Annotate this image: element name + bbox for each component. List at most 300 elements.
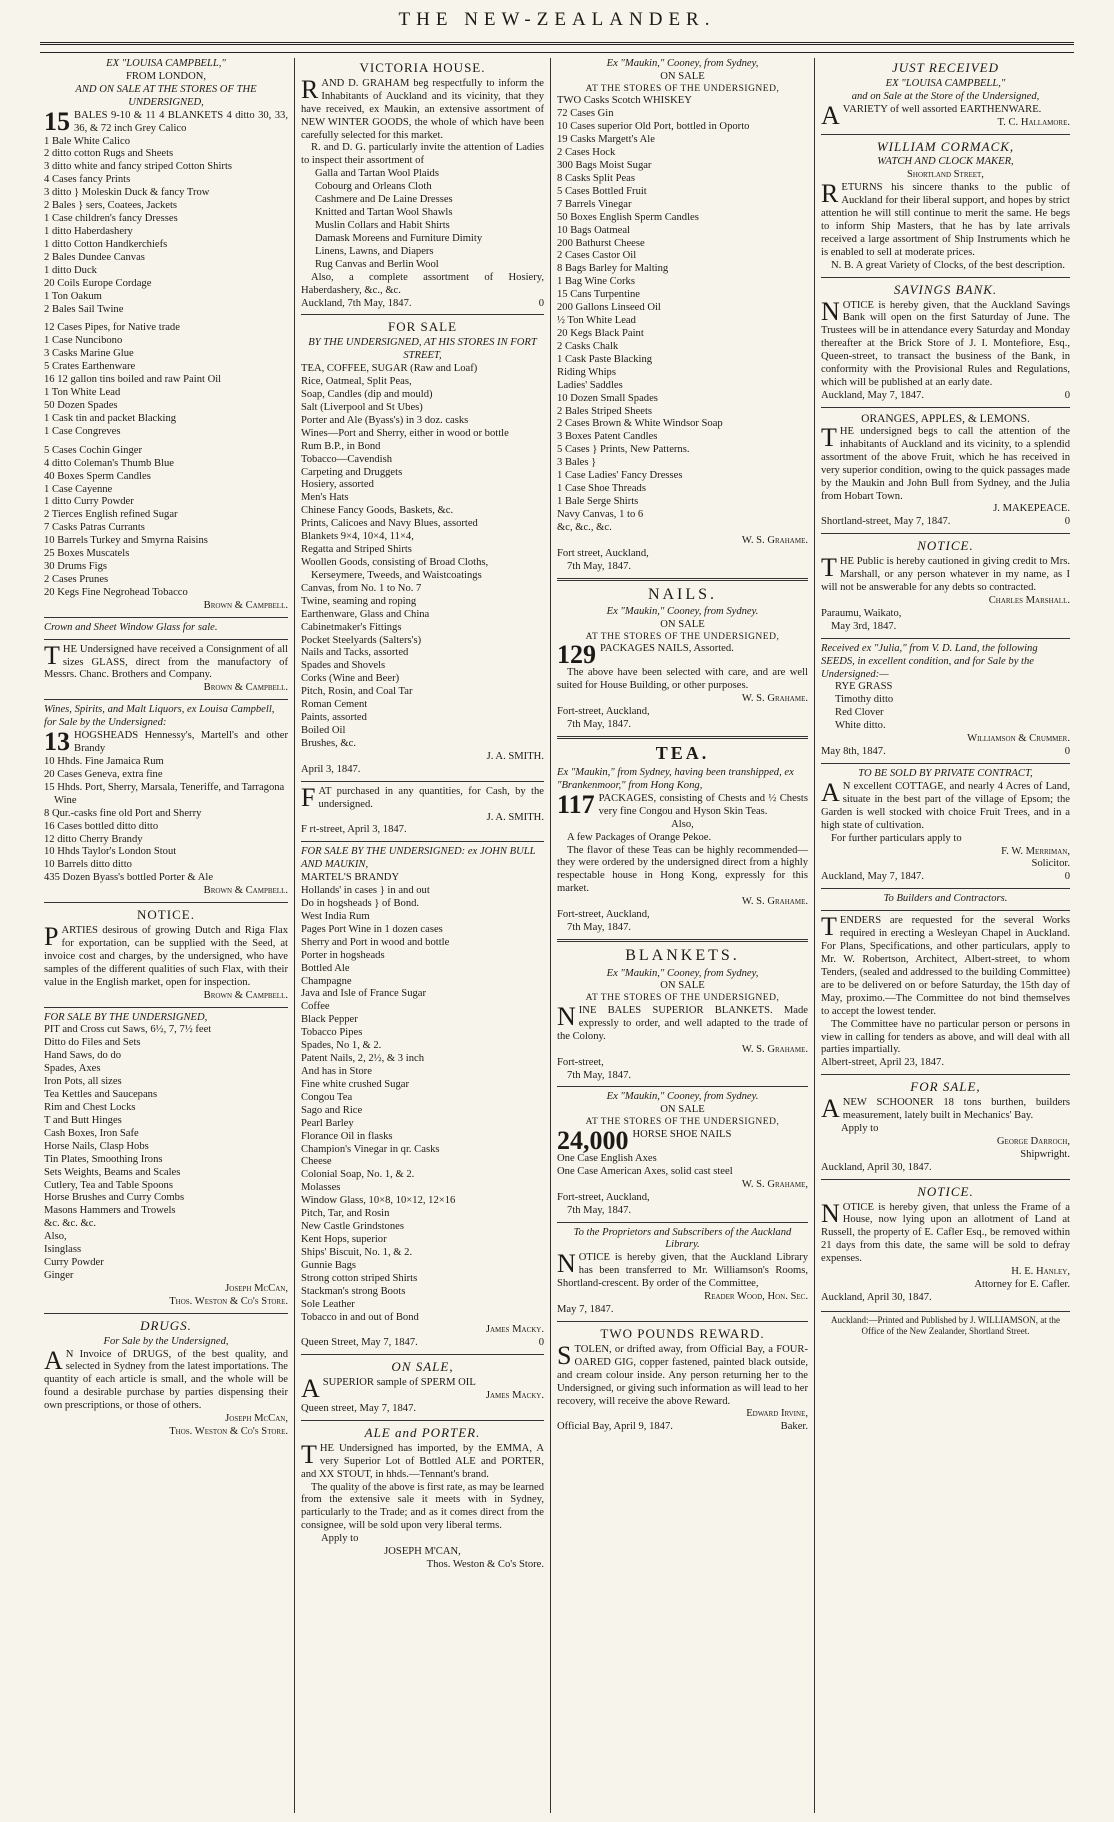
ad-wines-spirits [44, 704, 288, 898]
ad-signature: Joseph McCan, [225, 1282, 288, 1294]
ad-heading: NOTICE. [137, 907, 195, 923]
ad-signature: W. S. Grahame. [741, 896, 808, 908]
list-item: Champagne [301, 975, 352, 987]
list-item: New Castle Grindstones [301, 1221, 404, 1233]
list-item: 2 Bales Striped Sheets [557, 405, 653, 417]
ad-date: Paraumu, Waikato, [821, 607, 902, 619]
list-item: 2 Cases Castor Oil [557, 250, 637, 262]
lead-number: 24,000 [557, 1125, 629, 1155]
list-item: Do in hogsheads } of Bond. [301, 898, 420, 910]
ad-subheading: AT THE STORES OF THE UNDERSIGNED, [585, 83, 780, 94]
ad-mark: 0 [1064, 390, 1070, 402]
list-item: Hand Saws, do do [44, 1050, 122, 1062]
ad-date: 7th May, 1847. [567, 1204, 632, 1216]
list-item: Pearl Barley [301, 1117, 354, 1129]
dropcap: N [821, 1198, 840, 1228]
ad-date: Queen Street, May 7, 1847. [301, 1337, 418, 1349]
ad-subheading: and on Sale at the Store of the Undersigned, [851, 90, 1040, 102]
list-item: Earthenware, Glass and China [301, 608, 430, 620]
list-item: 1 Case Shoe Threads [557, 483, 646, 495]
list-item: 5 Cases Bottled Fruit [557, 185, 647, 197]
ad-signature: J. A. SMITH. [486, 750, 544, 762]
list-item: Horse Nails, Clasp Hobs [44, 1140, 149, 1152]
ad-date: Albert-street, April 23, 1847. [821, 1057, 944, 1069]
ad-mark: 0 [538, 1337, 544, 1349]
list-item: 50 Dozen Spades [44, 399, 118, 411]
list-item: Rice, Oatmeal, Split Peas, [301, 376, 412, 388]
list-item: 1 Ton White Lead [44, 387, 121, 399]
list-item: Cobourg and Orleans Cloth [315, 181, 432, 193]
list-item: Timothy ditto [835, 694, 894, 706]
ad-heading: JUST RECEIVED [892, 60, 999, 75]
list-item: 1 Bale White Calico [44, 135, 131, 147]
lead-text: PACKAGES NAILS, Assorted. [600, 643, 734, 655]
list-item: Sole Leather [301, 1298, 355, 1310]
ad-date: F rt-street, April 3, 1847. [301, 824, 407, 836]
list-item: Pages Port Wine in 1 dozen cases [301, 923, 443, 935]
ad-sperm-oil [301, 1359, 544, 1416]
list-item: Nails and Tacks, assorted [301, 647, 409, 659]
list-item: 1 Case Congreves [44, 425, 121, 437]
ad-heading: To Builders and Contractors. [883, 893, 1008, 905]
ad-hardware [44, 1012, 288, 1309]
ad-signature: Brown & Campbell. [203, 989, 288, 1001]
ad-date: 7th May, 1847. [567, 1069, 632, 1081]
list-item: &c. &c. &c. [44, 1218, 97, 1230]
ad-signature: W. S. Grahame. [741, 693, 808, 705]
ad-text: HE Undersigned has imported, by the EMMA, A very Superior Lot of Bottled ALE and PORTER, and XX STOUT, in hhds.—Tennant's brand. [301, 1442, 544, 1480]
ad-text: OTICE is hereby given, that the Auckland Savings Bank will open on the first Saturday of June. The Trustees will be in attendance every Saturday and Monday thereafter at the Brick Store of J. I. Montefiore, Esq., Queen-street, to transact the business of the Bank, in conformity with the Provisional Rules and Regulations, which will be published at an early date. [821, 299, 1070, 389]
ad-private-contract [821, 768, 1070, 884]
ad-savings-bank [821, 282, 1070, 403]
ad-heading: DRUGS. [140, 1317, 192, 1333]
ad-subheading: AT THE STORES OF THE UNDERSIGNED, [585, 1117, 780, 1128]
ad-text: OTICE is hereby given, that the Auckland Library has been transferred to Mr. Williamson's Rooms, Shortland-crescent. By order of the Committee, [557, 1252, 808, 1290]
ad-text: NEW SCHOONER 18 tons burthen, builders measurement, lately built in Mechanics' Bay. [842, 1097, 1070, 1122]
ad-subheading: ON SALE [660, 70, 705, 82]
list-item: Regatta and Striped Shirts [301, 544, 412, 556]
ad-heading: TWO POUNDS REWARD. [600, 1325, 765, 1341]
ad-date: Shortland-street, May 7, 1847. [821, 516, 951, 528]
dropcap: T [821, 912, 837, 942]
ad-signature: Joseph McCan, [225, 1413, 288, 1425]
list-item: 4 Cases fancy Prints [44, 174, 131, 186]
ad-text: HE Undersigned have received a Consignment of all sizes GLASS, direct from the manufactory of Messrs. Chanc. Brothers and Company. [44, 643, 288, 681]
list-item: Linens, Lawns, and Diapers [315, 245, 434, 257]
ad-date: Fort-street, Auckland, [557, 706, 650, 718]
masthead-rule-thin [40, 52, 1074, 53]
list-item: &c, &c., &c. [557, 521, 612, 533]
lead-text: PACKAGES, consisting of Chests and ½ Chests very fine Congou and Hyson Skin Teas. [598, 792, 808, 817]
lead-number: 15 [44, 106, 70, 136]
dropcap: N [557, 1001, 576, 1031]
list-item: 72 Cases Gin [557, 108, 614, 120]
ad-subheading: Ex "Maukin," from Sydney, having been transhipped, ex "Brankenmoor," from Hong Kong, [557, 767, 794, 791]
ad-signature: Charles Marshall. [988, 594, 1070, 606]
lead-number: 129 [557, 640, 596, 670]
list-item: Galla and Tartan Wool Plaids [315, 168, 439, 180]
list-item: 15 Cans Turpentine [557, 289, 640, 301]
ad-text: Also, a complete assortment of Hosiery, Haberdashery, &c., &c. [301, 271, 544, 296]
list-item: Red Clover [835, 707, 884, 719]
list-item: 3 Bales } [557, 457, 597, 469]
list-item: 5 Cases Cochin Ginger [44, 444, 142, 456]
ad-date: Auckland, April 30, 1847. [821, 1161, 932, 1173]
ad-heading: Received ex "Julia," from V. D. Land, the following SEEDS, in excellent condition, and for Sale by the Undersigned:— [821, 642, 1038, 680]
ad-signature: Brown & Campbell. [203, 599, 288, 611]
list-item: Corks (Wine and Beer) [301, 673, 400, 685]
list-item: Ships' Biscuit, No. 1, & 2. [301, 1246, 413, 1258]
ad-flax-notice [44, 907, 288, 1002]
lead-text: HORSE SHOE NAILS [632, 1128, 732, 1140]
list-item: Tin Plates, Smoothing Irons [44, 1153, 163, 1165]
goods-list [301, 168, 544, 271]
list-item: 20 Cases Geneva, extra fine [44, 768, 163, 780]
list-item: Bottled Ale [301, 962, 350, 974]
ad-text: Apply to [841, 1123, 879, 1134]
list-item: 1 Cask Paste Blacking [557, 353, 653, 365]
list-item: And has in Store [301, 1066, 372, 1078]
ad-louisa-campbell [44, 58, 288, 613]
ad-signature: Attorney for E. Cafler. [974, 1279, 1070, 1291]
ad-date: 7th May, 1847. [567, 560, 632, 572]
ad-signature: T. C. Hallamore. [997, 116, 1070, 128]
list-item: 20 Kegs Black Paint [557, 328, 644, 340]
list-item: Porter and Ale (Byass's) in 3 doz. casks [301, 414, 469, 426]
dropcap: T [821, 422, 837, 452]
list-item: Also, [44, 1231, 67, 1243]
ad-horse-shoe-nails [557, 1091, 808, 1217]
dropcap: S [557, 1340, 572, 1370]
dropcap: N [821, 296, 840, 326]
ad-heading: ALE and PORTER. [364, 1424, 481, 1440]
list-item: 10 Hhds. Fine Jamaica Rum [44, 756, 164, 768]
ad-victoria-house [301, 60, 544, 310]
list-item: ½ Ton White Lead [557, 315, 636, 327]
ad-heading: To the Proprietors and Subscribers of the Auckland Library. [573, 1226, 792, 1251]
list-item: Coffee [301, 1001, 330, 1013]
ad-william-cormack [821, 139, 1070, 273]
list-item: 12 Cases Pipes, for Native trade [44, 322, 180, 334]
goods-list [44, 1024, 288, 1282]
list-item: 12 ditto Cherry Brandy [44, 833, 143, 845]
ad-date: Auckland, April 30, 1847. [821, 1292, 932, 1303]
list-item: Roman Cement [301, 699, 368, 711]
ad-signature: Williamson & Crummer. [967, 733, 1070, 745]
list-item: Spades, Axes [44, 1063, 101, 1075]
list-item: MARTEL'S BRANDY [301, 872, 400, 884]
goods-list [301, 872, 544, 1324]
masthead-rule [40, 42, 1074, 45]
list-item: 2 Bales } sers, Coatees, Jackets [44, 200, 178, 212]
list-item: 2 Bales Sail Twine [44, 303, 124, 315]
ad-signature: James Macky. [485, 1324, 544, 1336]
list-item: Black Pepper [301, 1014, 358, 1026]
list-item: 1 Case Ladies' Fancy Dresses [557, 470, 683, 482]
ad-signature: W. S. Grahame. [741, 1043, 808, 1055]
ad-subheading: FROM LONDON, [125, 70, 207, 82]
list-item: Champion's Vinegar in qr. Casks [301, 1143, 440, 1155]
list-item: 5 Cases } Prints, New Patterns. [557, 444, 690, 456]
list-item: Strong cotton striped Shirts [301, 1272, 418, 1284]
goods-list [557, 1153, 808, 1179]
ad-blankets [557, 946, 808, 1082]
list-item: Sets Weights, Beams and Scales [44, 1166, 181, 1178]
list-item: Tea Kettles and Saucepans [44, 1089, 158, 1101]
list-item: Gunnie Bags [301, 1259, 357, 1271]
list-item: 1 Case Nuncibono [44, 335, 123, 347]
list-item: Masons Hammers and Trowels [44, 1205, 176, 1217]
list-item: Navy Canvas, 1 to 6 [557, 508, 644, 520]
ad-heading: NAILS. [647, 585, 718, 603]
list-item: 2 Cases Prunes [44, 573, 109, 585]
goods-list [44, 322, 288, 438]
list-item: Brushes, &c. [301, 737, 357, 749]
ad-heading: BLANKETS. [625, 947, 740, 965]
list-item: 2 Bales Dundee Canvas [44, 251, 145, 263]
ad-seeds [821, 643, 1070, 759]
list-item: 1 Bale Serge Shirts [557, 496, 639, 507]
ad-date: May 7, 1847. [557, 1304, 614, 1316]
list-item: Fine white crushed Sugar [301, 1078, 409, 1090]
dropcap: P [44, 922, 59, 952]
list-item: Wines—Port and Sherry, either in wood or bottle [301, 427, 509, 439]
ad-subheading: AT THE STORES OF THE UNDERSIGNED, [585, 631, 780, 642]
ad-text: For further particulars apply to [831, 832, 962, 844]
ad-text: TOLEN, or drifted away, from Official Bay, a FOUR-OARED GIG, copper fastened, painted black outside, and cream colour inside. Any person returning her to the Undersigned, or giving such information as will lead to her recovery, will receive the above Reward. [557, 1343, 808, 1407]
list-item: Rim and Chest Locks [44, 1102, 136, 1113]
list-item: 8 Qur.-casks fine old Port and Sherry [44, 807, 202, 819]
list-item: Horse Brushes and Curry Combs [44, 1192, 185, 1204]
list-item: Spades and Shovels [301, 660, 386, 672]
ad-text: Apply to [321, 1533, 359, 1545]
list-item: 1 Cask tin and packet Blacking [44, 412, 177, 424]
list-item: Pitch, Tar, and Rosin [301, 1208, 390, 1220]
ad-drugs [44, 1318, 288, 1439]
list-item: 8 Bags Barley for Malting [557, 263, 669, 275]
ad-maukin-stores [557, 58, 808, 574]
list-item: Pitch, Rosin, and Coal Tar [301, 686, 413, 698]
lead-text: HOGSHEADS Hennessy's, Martell's and other Brandy [74, 730, 288, 755]
list-item: 16 12 gallon tins boiled and raw Paint Oil [44, 374, 222, 386]
dropcap: T [44, 640, 60, 670]
column-3 [550, 58, 814, 1813]
ad-brandy-goods [301, 846, 544, 1350]
ad-mark: 0 [538, 297, 544, 309]
ad-text: N Invoice of DRUGS, of the best quality, and selected in Sydney from the latest importations. The quantity of each article is small, and the whole will be found a desirable purchase by parties dispensing their own prescriptions, or those of others. [44, 1348, 288, 1412]
list-item: Hosiery, assorted [301, 479, 374, 491]
ad-text: AND D. GRAHAM beg respectfully to inform the Inhabitants of Auckland and its vicinity, that they have received, ex Maukin, an extensive assortment of NEW WINTER GOODS, the whole of which have been carefully selected for this market. [301, 77, 544, 141]
ad-reward [557, 1326, 808, 1434]
ad-signature: Brown & Campbell. [203, 885, 288, 897]
dropcap: A [44, 1345, 63, 1375]
ad-text: N excellent COTTAGE, and nearly 4 Acres of Land, situate in the best part of the village of Epsom; the Garden is well stocked with choice Fruit Trees, and in a high state of cultivation. [821, 780, 1070, 831]
list-item: 15 Hhds. Port, Sherry, Marsala, Teneriffe, and Tarragona Wine [44, 781, 285, 806]
goods-list [557, 95, 808, 534]
list-item: 10 Cases superior Old Port, bottled in Oporto [557, 121, 750, 133]
list-item: Colonial Soap, No. 1, & 2. [301, 1169, 415, 1181]
goods-list [301, 363, 544, 751]
ad-signature: James Macky. [485, 1390, 544, 1402]
ad-date: 7th May, 1847. [567, 719, 632, 731]
ad-signature: Brown & Campbell. [203, 682, 288, 694]
list-item: Sago and Rice [301, 1104, 363, 1116]
list-item: Ginger [44, 1269, 74, 1281]
list-item: Canvas, from No. 1 to No. 7 [301, 582, 422, 594]
ad-text: ETURNS his sincere thanks to the public of Auckland for their liberal support, and hopes by strict attention he will still continue to merit the same. He begs to inform Ship Masters, that he has by late arrivals received a large assortment of Ship Instruments which he is enabled to sell at moderate prices. [821, 182, 1070, 258]
ad-ale-porter [301, 1425, 544, 1572]
list-item: One Case English Axes [557, 1152, 657, 1164]
ad-heading: ON SALE, [391, 1359, 454, 1375]
ad-date: Fort-street, [557, 1056, 604, 1068]
ad-heading: SAVINGS BANK. [893, 281, 998, 297]
ad-signature: W. S. Grahame. [741, 534, 808, 546]
ad-date: Queen street, May 7, 1847. [301, 1403, 417, 1414]
list-item: Chinese Fancy Goods, Baskets, &c. [301, 505, 454, 517]
column-2 [294, 58, 550, 1813]
list-item: 3 ditto white and fancy striped Cotton Shirts [44, 161, 233, 173]
dropcap: A [821, 1094, 840, 1124]
list-item: 10 Barrels ditto ditto [44, 859, 132, 871]
ad-text: OTICE is hereby given, that unless the Frame of a House, now lying upon an allotment of Land at Russell, the property of E. Cafler Esq., be removed within 21 days from this date, the same will be sold to defray expenses. [821, 1201, 1070, 1265]
ad-house-frame-notice [821, 1184, 1070, 1305]
ad-heading: TO BE SOLD BY PRIVATE CONTRACT, [858, 768, 1033, 780]
dropcap: A [821, 100, 840, 130]
ad-nails [557, 585, 808, 733]
column-4 [814, 58, 1076, 1813]
lead-number: 117 [557, 789, 595, 819]
list-item: 435 Dozen Byass's bottled Porter & Ale [44, 872, 214, 884]
ad-heading: NOTICE. [917, 1183, 974, 1199]
ad-date: Fort street, Auckland, [557, 547, 649, 559]
goods-list [44, 445, 288, 600]
ad-signature: Thos. Weston & Co's Store. [169, 1295, 288, 1307]
ad-heading: Ex "Maukin," Cooney, from Sydney, [606, 58, 759, 69]
list-item: 1 ditto Curry Powder [44, 496, 134, 508]
ad-heading: EX "LOUISA CAMPBELL," [106, 58, 226, 69]
list-item: 2 Tierces English refined Sugar [44, 509, 178, 521]
ad-subheading: EX "LOUISA CAMPBELL," [885, 77, 1006, 89]
list-item: Porter in hogsheads [301, 949, 385, 961]
ad-subheading: AT THE STORES OF THE UNDERSIGNED, [585, 993, 780, 1004]
ad-lead [44, 106, 288, 136]
list-item: Woollen Goods, consisting of Broad Cloths, Kerseymere, Tweeds, and Waistcoatings [301, 556, 489, 581]
ad-text: N. B. A great Variety of Clocks, of the best description. [831, 259, 1066, 271]
list-item: Soap, Candles (dip and mould) [301, 389, 433, 400]
ad-mark: 0 [1064, 516, 1070, 528]
list-item: 1 Case children's fancy Dresses [44, 213, 178, 225]
ad-text: INE BALES SUPERIOR BLANKETS. Made expressly to order, and well adapted to the trade of the Colony. [557, 1004, 808, 1042]
ad-text: R. and D. G. particularly invite the attention of Ladies to inspect their assortment of [301, 142, 544, 167]
ad-text: The flavor of these Teas can be highly recommended—they were ordered by the undersigned direct from a highly respectable house in Hong Kong, expressly for this market. [557, 844, 808, 895]
ad-subheading: BY THE UNDERSIGNED, AT HIS STORES IN FORT STREET, [308, 337, 537, 362]
list-item: Sherry and Port in wood and bottle [301, 936, 450, 948]
ad-signature: F. W. Merriman, [1001, 845, 1070, 857]
ad-signature: Shipwright. [1020, 1148, 1070, 1160]
list-item: RYE GRASS [835, 681, 893, 693]
list-item: Tobacco in and out of Bond [301, 1311, 419, 1323]
list-item: 200 Gallons Linseed Oil [557, 302, 661, 314]
list-item: Curry Powder [44, 1257, 104, 1269]
ad-earthenware [821, 60, 1070, 130]
list-item: Congou Tea [301, 1091, 353, 1103]
dropcap: R [301, 74, 319, 104]
list-item: PIT and Cross cut Saws, 6½, 7, 7½ feet [44, 1024, 212, 1036]
ad-subheading: Ex "Maukin," Cooney, from Sydney. [606, 606, 759, 618]
ad-mark: 0 [1064, 746, 1070, 758]
goods-list [44, 756, 288, 885]
list-item: Ladies' Saddles [557, 379, 623, 391]
ad-text: Also, [671, 818, 694, 830]
list-item: Muslin Collars and Habit Shirts [315, 220, 450, 231]
list-item: 300 Bags Moist Sugar [557, 160, 652, 172]
list-item: 3 Boxes Patent Candles [557, 431, 658, 443]
masthead: THE NEW-ZEALANDER. [398, 9, 716, 30]
ad-text: AT purchased in any quantities, for Cash, by the undersigned. [318, 785, 544, 810]
ad-text: SUPERIOR sample of SPERM OIL [322, 1377, 476, 1389]
list-item: 30 Drums Figs [44, 561, 107, 573]
list-item: 7 Casks Patras Currants [44, 522, 145, 534]
ad-heading: FOR SALE [387, 319, 458, 335]
ad-window-glass [44, 622, 288, 696]
ad-date: Fort-street, Auckland, [557, 1191, 650, 1203]
ad-text: The quality of the above is first rate, as may be learned from the extensive sale it meets with in Sydney, particularly to the Trade; and as it comes direct from the consignee, will be sold upon very liberal terms. [301, 1481, 544, 1532]
list-item: Prints, Calicoes and Navy Blues, assorted [301, 518, 478, 530]
ad-heading: ORANGES, APPLES, & LEMONS. [861, 412, 1030, 425]
dropcap: R [821, 179, 839, 209]
ad-subheading: ON SALE [660, 618, 705, 630]
list-item: Tobacco Pipes [301, 1027, 363, 1039]
list-item: Isinglass [44, 1244, 82, 1256]
imprint-footer: Auckland:—Printed and Published by J. WILLIAMSON, at the Office of the New Zealander, Shortland Street. [821, 1311, 1070, 1337]
ad-date: Auckland, 7th May, 1847. [301, 297, 412, 309]
list-item: 2 ditto cotton Rugs and Sheets [44, 148, 174, 160]
ad-subheading: ON SALE [660, 980, 705, 992]
list-item: Iron Pots, all sizes [44, 1076, 122, 1088]
ad-subheading: For Sale by the Undersigned, [103, 1335, 229, 1347]
list-item: 20 Coils Europe Cordage [44, 277, 152, 289]
dropcap: A [821, 777, 840, 807]
list-item: Cabinetmaker's Fittings [301, 621, 402, 633]
goods-list [821, 681, 1070, 733]
list-item: 20 Kegs Fine Negrohead Tobacco [44, 586, 188, 598]
ad-date: May 3rd, 1847. [831, 620, 897, 632]
list-item: Florance Oil in flasks [301, 1130, 393, 1142]
list-item: Cashmere and De Laine Dresses [315, 194, 453, 206]
ad-subheading: Ex "Maukin," Cooney, from Sydney, [606, 967, 759, 979]
list-item: Carpeting and Druggets [301, 466, 403, 478]
ad-text: A few Packages of Orange Pekoe. [567, 831, 712, 843]
list-item: West India Rum [301, 910, 370, 922]
ad-text: The above have been selected with care, and are well suited for House Building, or other purposes. [557, 667, 808, 692]
list-item: Rum B.P., in Bond [301, 440, 381, 452]
ad-text: ARTIES desirous of growing Dutch and Riga Flax for exportation, can be supplied with the Seed, at invoice cost and charges, by the undersigned, who have samples of the different qualities of such Flax, with their value in the English market, open for inspection. [44, 925, 288, 988]
ad-signature: Thos. Weston & Co's Store. [169, 1426, 288, 1438]
ad-heading: VICTORIA HOUSE. [359, 60, 486, 75]
list-item: Salt (Liverpool and St Ubes) [301, 401, 423, 413]
ad-signature: J. MAKEPEACE. [993, 503, 1070, 515]
list-item: Twine, seaming and roping [301, 595, 417, 607]
ad-date: Fort-street, Auckland, [557, 909, 650, 921]
list-item: Riding Whips [557, 366, 616, 378]
list-item: 2 Casks Chalk [557, 340, 619, 352]
ad-fat-purchased [301, 782, 544, 838]
list-item: 16 Cases bottled ditto ditto [44, 820, 159, 832]
ad-subheading: Ex "Maukin," Cooney, from Sydney. [606, 1091, 759, 1103]
ad-date: April 3, 1847. [301, 763, 361, 775]
ad-library [557, 1227, 808, 1317]
list-item: Paints, assorted [301, 712, 367, 724]
